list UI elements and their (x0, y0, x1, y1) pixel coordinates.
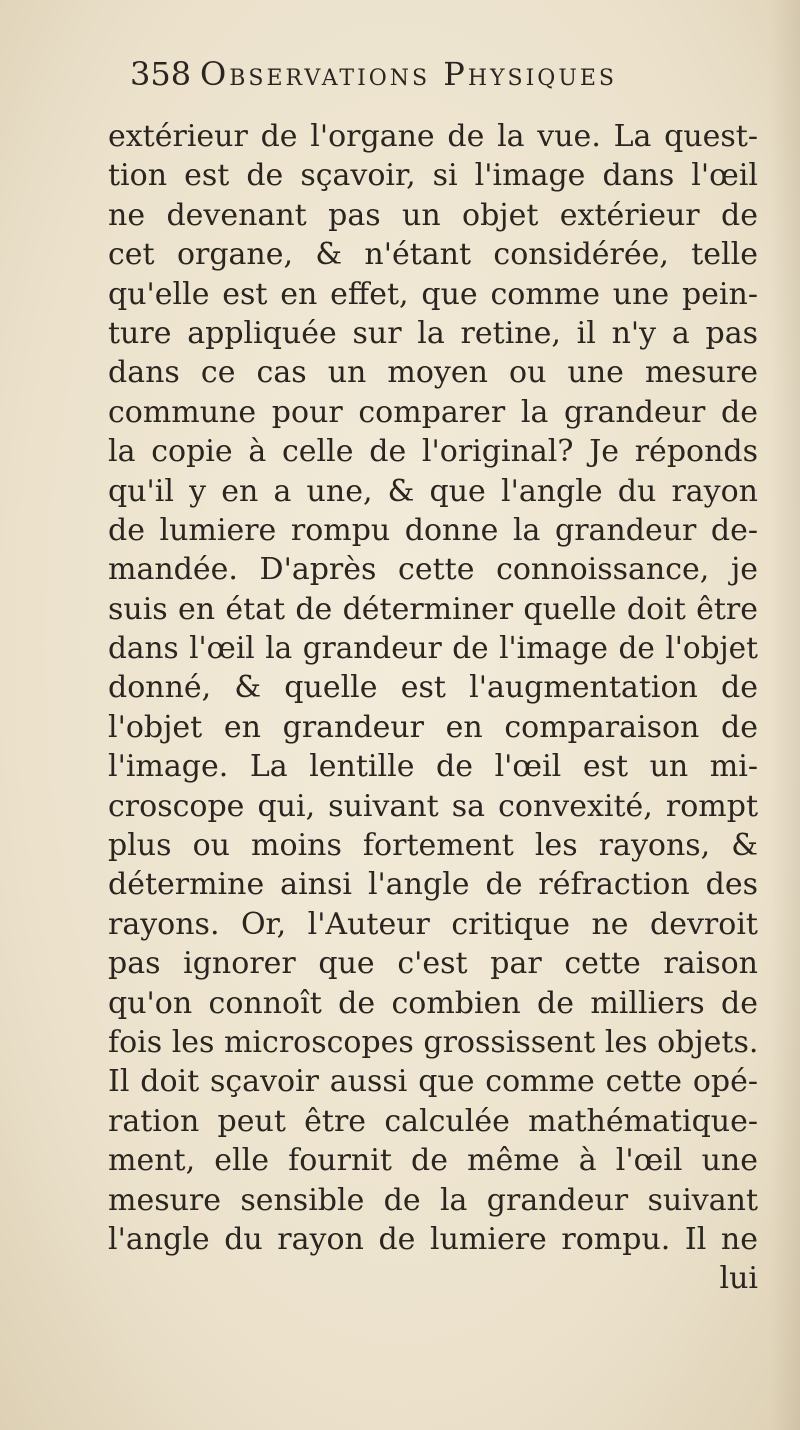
text-line: cet organe, & n'étant considérée, telle (108, 237, 758, 273)
text-line: ne devenant pas un objet extérieur de (108, 197, 758, 233)
text-line: détermine ainsi l'angle de réfraction des (108, 867, 758, 903)
text-line: l'objet en grandeur en comparaison de (108, 709, 758, 745)
text-line: fois les microscopes grossissent les objets. (108, 1024, 758, 1060)
text-line: commune pour comparer la grandeur de (108, 394, 758, 430)
text-line: donné, & quelle est l'augmentation de (108, 670, 758, 706)
text-line: tion est de sçavoir, si l'image dans l'œil (108, 158, 758, 194)
page-header (130, 52, 760, 96)
text-line: qu'il y en a une, & que l'angle du rayon (108, 473, 758, 509)
page-edge-shadow (770, 0, 800, 1430)
text-line: qu'on connoît de combien de milliers de (108, 985, 758, 1021)
text-line: dans l'œil la grandeur de l'image de l'objet (108, 631, 758, 666)
body-text (108, 117, 758, 1299)
text-line: Il doit sçavoir aussi que comme cette opé- (108, 1064, 758, 1100)
text-line: croscope qui, suivant sa convexité, rompt (108, 788, 758, 824)
text-line: la copie à celle de l'original? Je réponds (108, 434, 758, 470)
text-line: ration peut être calculée mathématique- (108, 1103, 758, 1139)
text-line: dans ce cas un moyen ou une mesure (108, 355, 758, 391)
text-line: mandée. D'après cette connoissance, je (108, 552, 758, 588)
page-number: 358 (130, 55, 192, 93)
text-line: de lumiere rompu donne la grandeur de- (108, 512, 758, 548)
text-line: extérieur de l'organe de la vue. La quest- (108, 119, 758, 154)
text-line: l'image. La lentille de l'œil est un mi- (108, 749, 758, 785)
text-line: suis en état de déterminer quelle doit être (108, 591, 758, 627)
text-line: pas ignorer que c'est par cette raison (108, 946, 758, 982)
text-line: l'angle du rayon de lumiere rompu. Il ne (108, 1221, 758, 1257)
text-line: mesure sensible de la grandeur suivant (108, 1182, 758, 1218)
catchword: lui (719, 1261, 758, 1297)
text-line: ment, elle fournit de même à l'œil une (108, 1143, 758, 1179)
text-line: plus ou moins fortement les rayons, & (108, 828, 758, 864)
text-line: ture appliquée sur la retine, il n'y a pas (108, 315, 758, 351)
text-line: qu'elle est en effet, que comme une pein- (108, 276, 758, 312)
text-line: rayons. Or, l'Auteur critique ne devroit (108, 906, 758, 942)
running-head: Observations Physiques (200, 55, 617, 93)
